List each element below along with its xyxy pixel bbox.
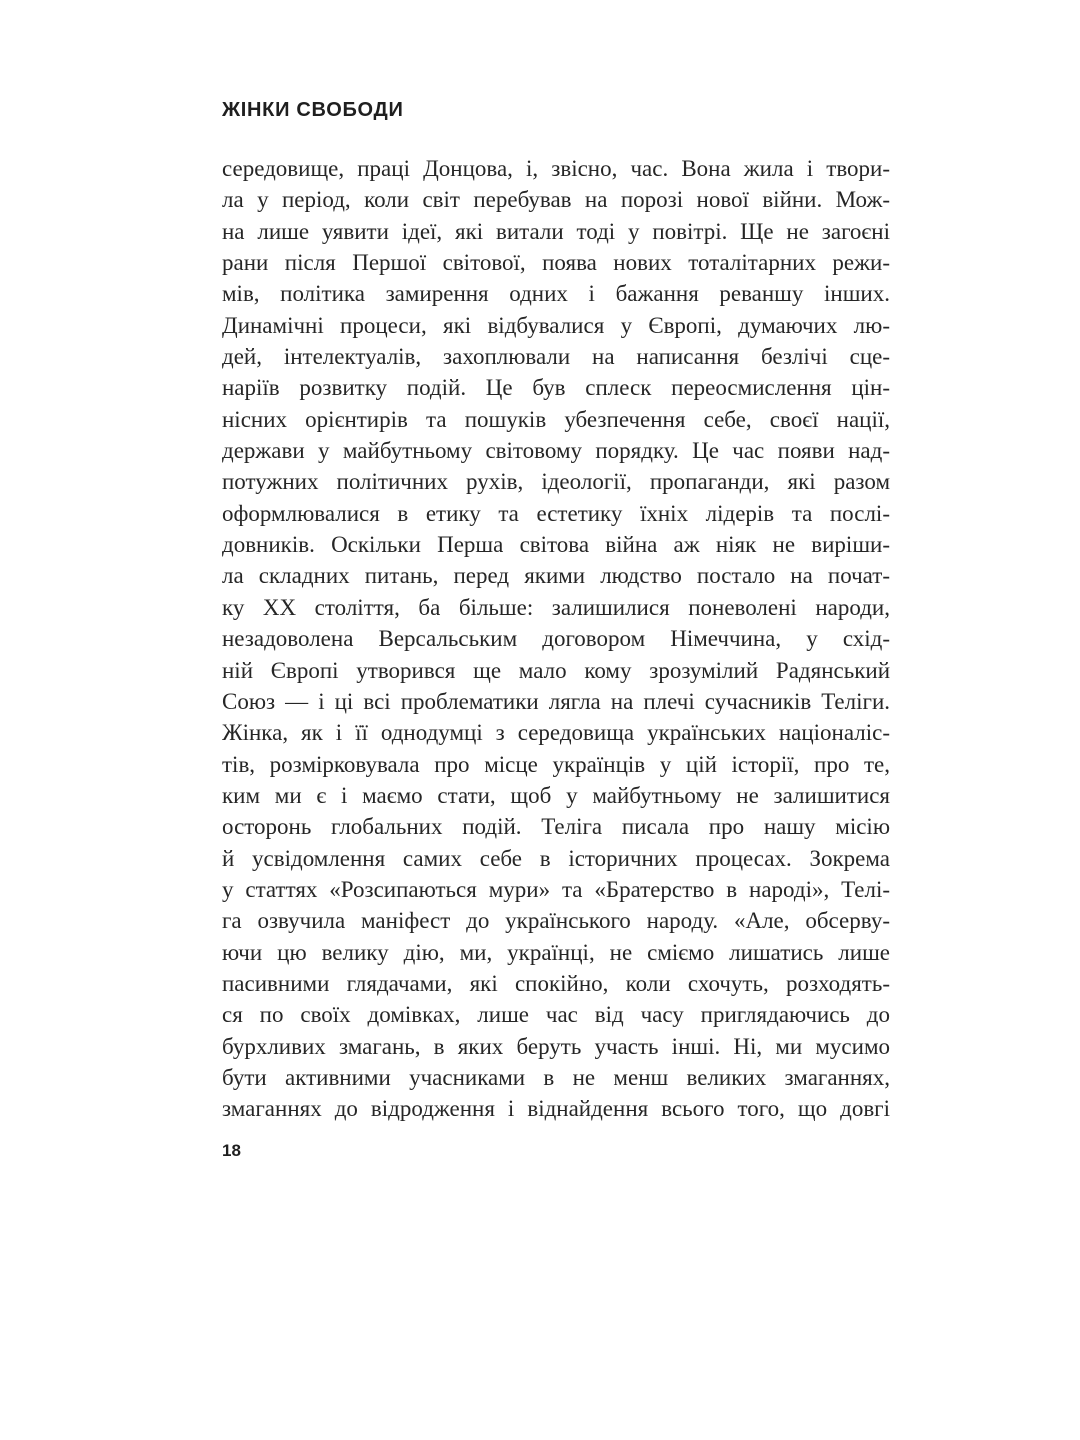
text-line: ким ми є і маємо стати, щоб у майбутньому не залишитися: [222, 782, 890, 808]
body-text-block: [222, 153, 890, 1125]
text-line: рани після Першої світової, поява нових тоталітарних режи-: [222, 250, 890, 276]
text-line: середовище, праці Донцова, і, звісно, час. Вона жила і твори-: [222, 156, 890, 181]
text-line: бурхливих змагань, в яких беруть участь інші. Ні, ми мусимо: [222, 1033, 890, 1059]
text-line: нісних орієнтирів та пошуків убезпечення себе, своєї нації,: [222, 406, 890, 432]
text-line: Динамічні процеси, які відбувалися у Європі, думаючих лю-: [222, 312, 890, 338]
text-line: незадоволена Версальським договором Німеччина, у схід-: [222, 626, 890, 652]
text-line: й усвідомлення самих себе в історичних процесах. Зокрема: [222, 845, 890, 871]
text-line: пасивними глядачами, які спокійно, коли схочуть, розходять-: [222, 970, 890, 996]
text-line: у статтях «Розсипаються мури» та «Братерство в народі», Телі-: [222, 876, 890, 902]
text-line: ючи цю велику дію, ми, українці, не сміємо лишатись лише: [222, 939, 890, 965]
text-line: наріїв розвитку подій. Це був сплеск переосмислення цін-: [222, 375, 890, 401]
text-line: ла складних питань, перед якими людство постало на почат-: [222, 563, 890, 589]
text-line: га озвучила маніфест до українського народу. «Але, обсерву-: [222, 908, 890, 934]
text-line: на лише уявити ідеї, які витали тоді у повітрі. Ще не загоєні: [222, 218, 890, 244]
text-line: ку ХХ століття, ба більше: залишилися поневолені народи,: [222, 594, 890, 620]
text-line: дей, інтелектуалів, захоплювали на написання безлічі сце-: [222, 344, 890, 370]
text-line: ся по своїх домівках, лише час від часу приглядаючись до: [222, 1002, 890, 1028]
text-line: довників. Оскільки Перша світова війна аж ніяк не виріши-: [222, 532, 890, 558]
running-head-title: ЖІНКИ СВОБОДИ: [222, 99, 404, 121]
text-line: осторонь глобальних подій. Теліга писала про нашу місію: [222, 814, 890, 840]
text-line: мів, політика замирення одних і бажання реваншу інших.: [222, 281, 890, 307]
text-line: потужних політичних рухів, ідеології, пропаганди, які разом: [222, 469, 890, 495]
text-line: ла у період, коли світ перебував на порозі нової війни. Мож-: [222, 187, 890, 213]
text-line: бути активними учасниками в не менш великих змаганнях,: [222, 1064, 890, 1090]
text-line: змаганнях до відродження і віднайдення всього того, що довгі: [222, 1096, 890, 1122]
page-number: 18: [222, 1141, 241, 1160]
text-line: держави у майбутньому світовому порядку. Це час появи над-: [222, 438, 890, 464]
text-line: оформлювалися в етику та естетику їхніх лідерів та послі-: [222, 500, 890, 526]
text-line: Союз — і ці всі проблематики лягла на плечі сучасників Теліги.: [222, 688, 890, 714]
text-line: тів, розмірковувала про місце українців у цій історії, про те,: [222, 751, 890, 777]
text-line: Жінка, як і її однодумці з середовища українських націоналіс-: [222, 720, 890, 746]
text-line: ній Європі утворився ще мало кому зрозумілий Радянський: [222, 657, 890, 683]
